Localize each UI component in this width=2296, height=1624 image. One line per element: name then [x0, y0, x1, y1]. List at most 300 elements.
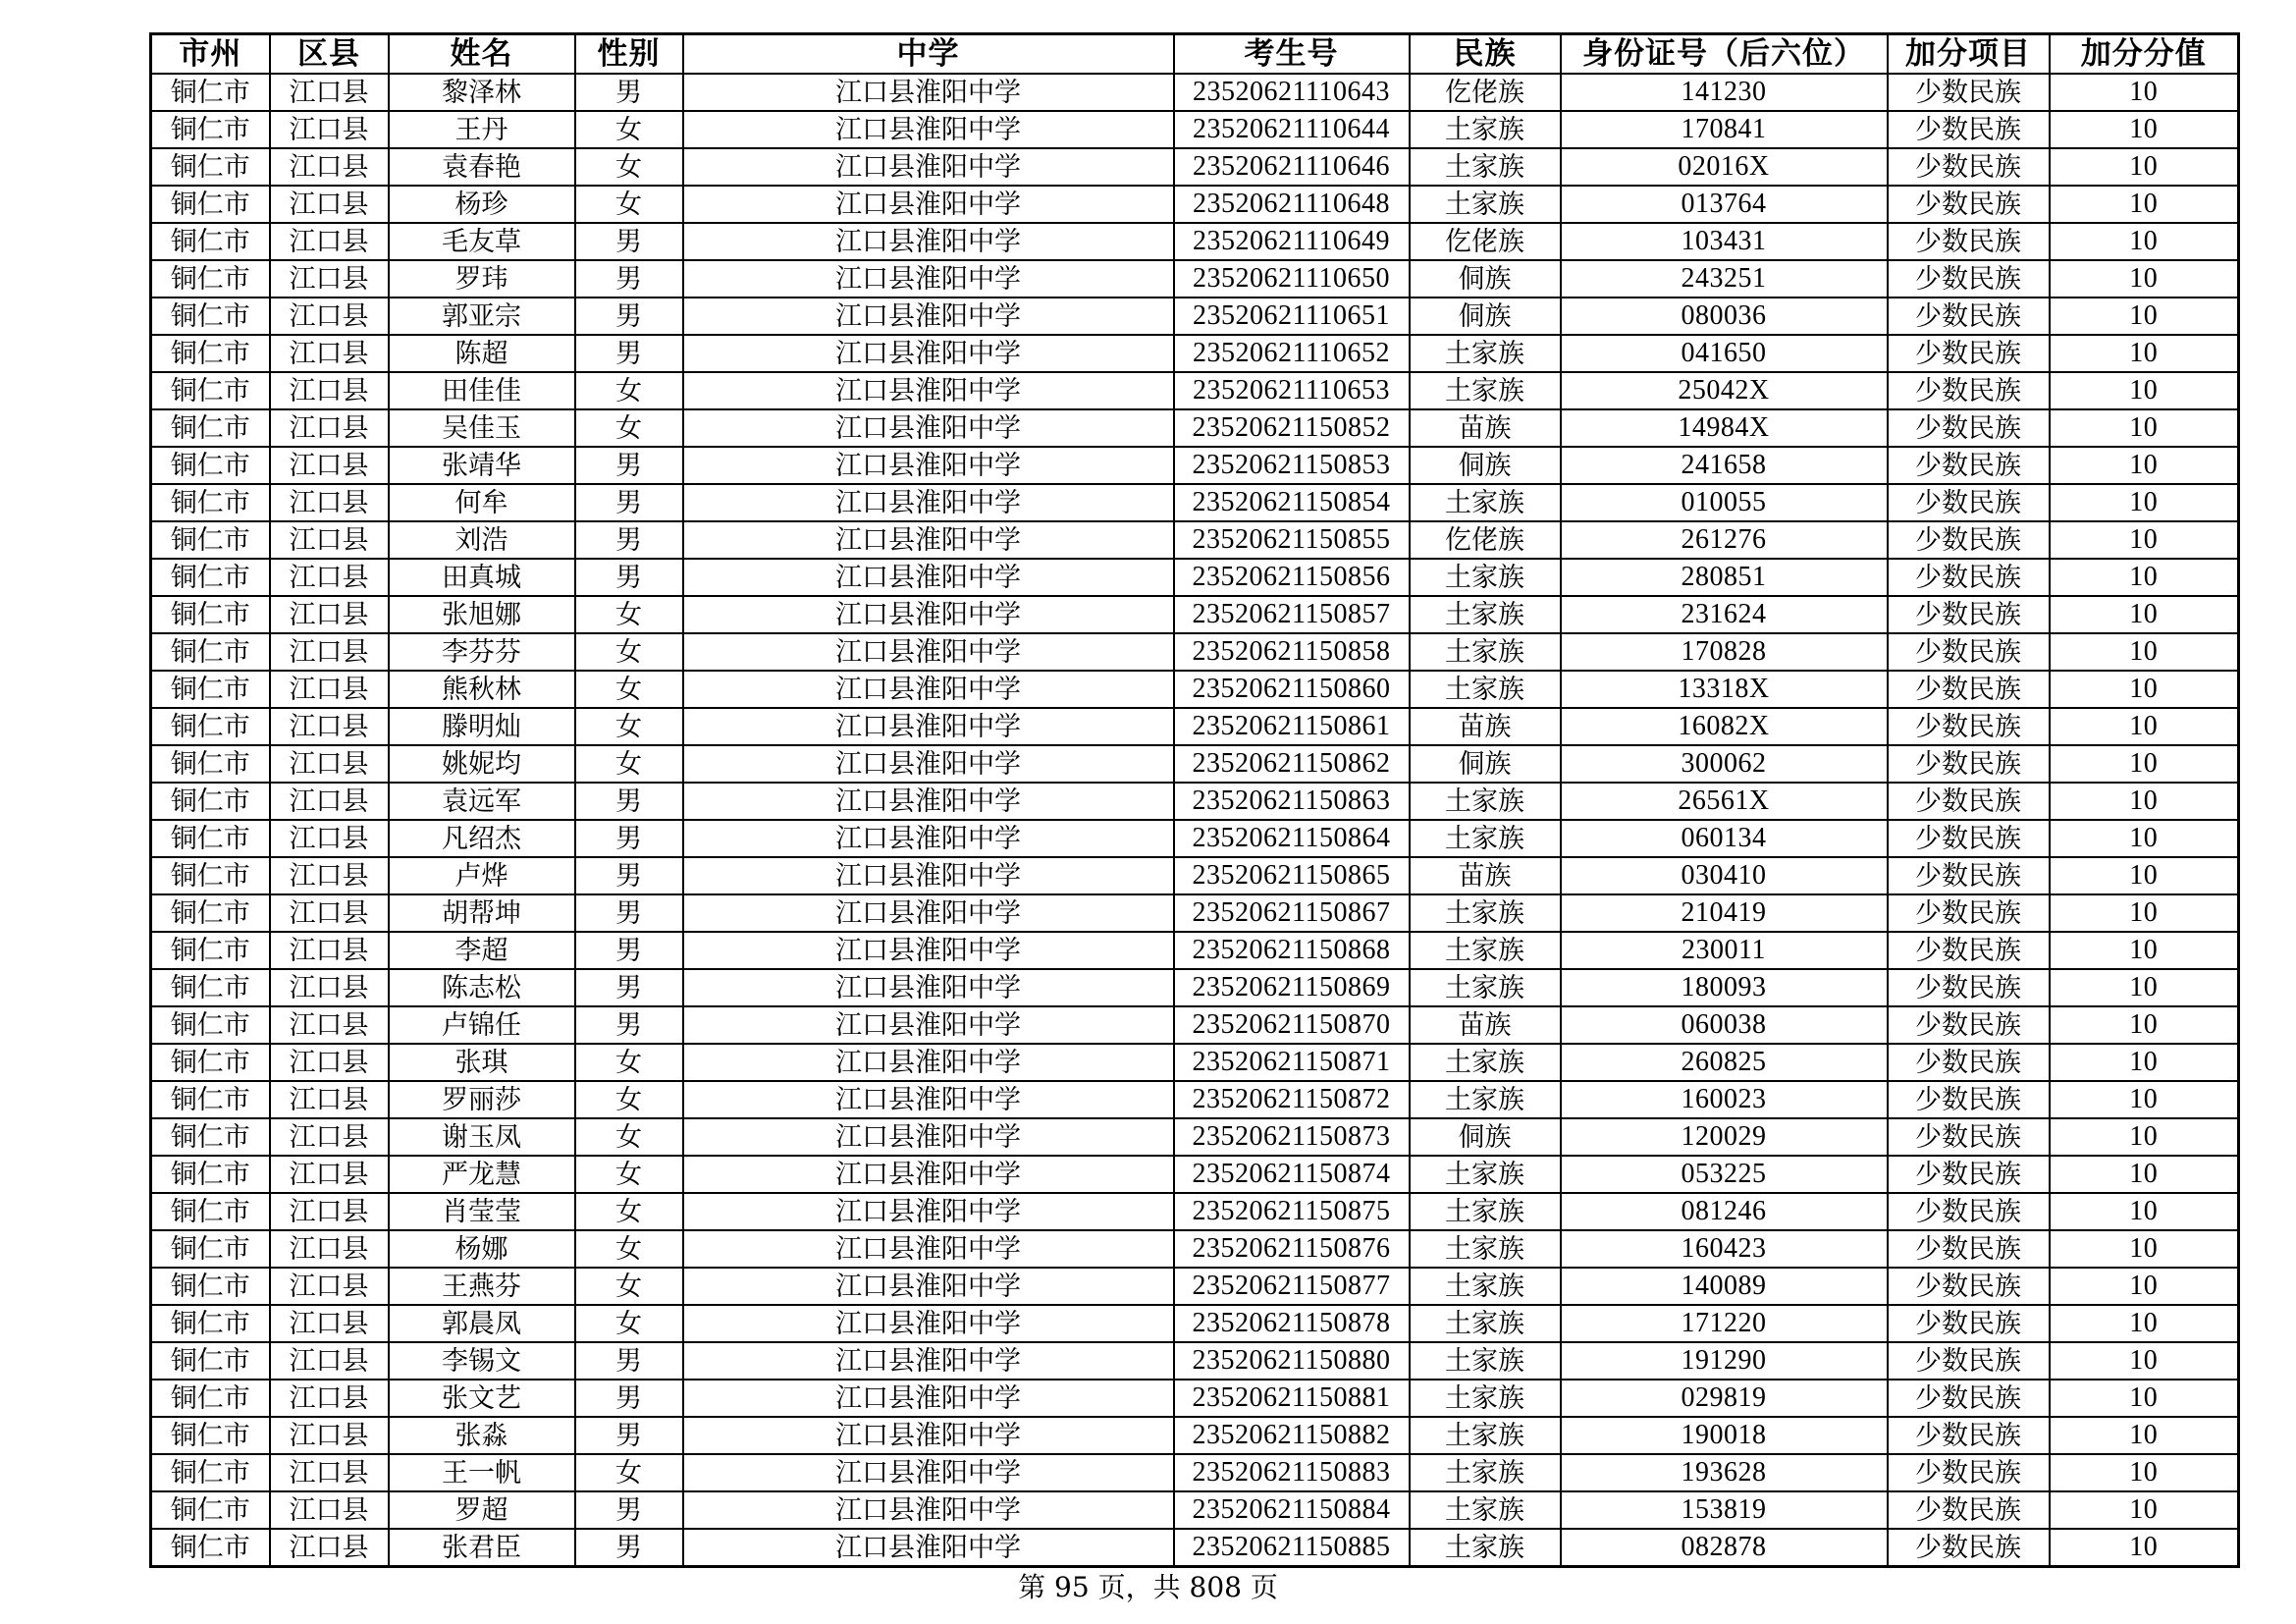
cell-school: 江口县淮阳中学 [683, 596, 1174, 633]
cell-school: 江口县淮阳中学 [683, 671, 1174, 708]
cell-bonus-item: 少数民族 [1888, 372, 2050, 409]
cell-exam-number: 23520621110649 [1174, 223, 1410, 260]
cell-school: 江口县淮阳中学 [683, 1417, 1174, 1454]
cell-gender: 女 [575, 633, 683, 671]
cell-county: 江口县 [270, 783, 389, 820]
cell-county: 江口县 [270, 1118, 389, 1156]
cell-school: 江口县淮阳中学 [683, 1491, 1174, 1529]
cell-gender: 男 [575, 74, 683, 111]
cell-gender: 女 [575, 1268, 683, 1305]
cell-ethnicity: 土家族 [1410, 1417, 1561, 1454]
cell-gender: 男 [575, 521, 683, 559]
cell-exam-number: 23520621150878 [1174, 1305, 1410, 1342]
cell-exam-number: 23520621150856 [1174, 559, 1410, 596]
cell-school: 江口县淮阳中学 [683, 447, 1174, 484]
cell-gender: 女 [575, 148, 683, 186]
table-row [151, 820, 2239, 857]
cell-exam-number: 23520621110644 [1174, 111, 1410, 148]
cell-bonus-value: 10 [2050, 1156, 2239, 1193]
cell-bonus-value: 10 [2050, 260, 2239, 298]
cell-ethnicity: 土家族 [1410, 932, 1561, 969]
cell-county: 江口县 [270, 260, 389, 298]
table-row [151, 1006, 2239, 1044]
cell-city: 铜仁市 [151, 894, 270, 932]
cell-county: 江口县 [270, 1529, 389, 1567]
cell-city: 铜仁市 [151, 148, 270, 186]
cell-exam-number: 23520621150877 [1174, 1268, 1410, 1305]
cell-ethnicity: 土家族 [1410, 1268, 1561, 1305]
cell-bonus-item: 少数民族 [1888, 223, 2050, 260]
cell-id-last6: 300062 [1561, 745, 1888, 783]
cell-bonus-item: 少数民族 [1888, 1380, 2050, 1417]
cell-school: 江口县淮阳中学 [683, 186, 1174, 223]
cell-bonus-value: 10 [2050, 969, 2239, 1006]
cell-bonus-value: 10 [2050, 633, 2239, 671]
cell-school: 江口县淮阳中学 [683, 372, 1174, 409]
footer-prefix: 第 [1018, 1571, 1055, 1603]
table-row [151, 1491, 2239, 1529]
cell-exam-number: 23520621150864 [1174, 820, 1410, 857]
cell-city: 铜仁市 [151, 260, 270, 298]
cell-name: 杨娜 [389, 1230, 575, 1268]
cell-gender: 女 [575, 745, 683, 783]
cell-city: 铜仁市 [151, 447, 270, 484]
cell-id-last6: 170828 [1561, 633, 1888, 671]
cell-bonus-value: 10 [2050, 1006, 2239, 1044]
cell-exam-number: 23520621150869 [1174, 969, 1410, 1006]
cell-ethnicity: 土家族 [1410, 633, 1561, 671]
cell-city: 铜仁市 [151, 1156, 270, 1193]
table-row [151, 1529, 2239, 1567]
table-row [151, 1268, 2239, 1305]
cell-id-last6: 041650 [1561, 335, 1888, 372]
cell-name: 王一帆 [389, 1454, 575, 1491]
cell-bonus-item: 少数民族 [1888, 148, 2050, 186]
cell-city: 铜仁市 [151, 1342, 270, 1380]
cell-bonus-item: 少数民族 [1888, 1268, 2050, 1305]
cell-gender: 男 [575, 447, 683, 484]
cell-bonus-value: 10 [2050, 521, 2239, 559]
cell-school: 江口县淮阳中学 [683, 298, 1174, 335]
cell-id-last6: 26561X [1561, 783, 1888, 820]
cell-exam-number: 23520621110650 [1174, 260, 1410, 298]
cell-county: 江口县 [270, 447, 389, 484]
cell-bonus-item: 少数民族 [1888, 1454, 2050, 1491]
cell-ethnicity: 土家族 [1410, 148, 1561, 186]
cell-bonus-value: 10 [2050, 148, 2239, 186]
cell-name: 田佳佳 [389, 372, 575, 409]
total-page-count: 808 [1189, 1571, 1242, 1603]
cell-county: 江口县 [270, 1081, 389, 1118]
cell-bonus-item: 少数民族 [1888, 1417, 2050, 1454]
cell-city: 铜仁市 [151, 1417, 270, 1454]
cell-bonus-item: 少数民族 [1888, 1305, 2050, 1342]
cell-county: 江口县 [270, 596, 389, 633]
cell-id-last6: 080036 [1561, 298, 1888, 335]
cell-school: 江口县淮阳中学 [683, 1529, 1174, 1567]
cell-gender: 男 [575, 260, 683, 298]
cell-id-last6: 261276 [1561, 521, 1888, 559]
header-county: 区县 [270, 34, 389, 75]
cell-exam-number: 23520621150876 [1174, 1230, 1410, 1268]
table-row [151, 74, 2239, 111]
cell-exam-number: 23520621150881 [1174, 1380, 1410, 1417]
cell-city: 铜仁市 [151, 857, 270, 894]
cell-name: 姚妮均 [389, 745, 575, 783]
cell-city: 铜仁市 [151, 783, 270, 820]
cell-name: 王燕芬 [389, 1268, 575, 1305]
table-row [151, 1081, 2239, 1118]
table-row [151, 148, 2239, 186]
table-body [151, 74, 2239, 1567]
table-row [151, 708, 2239, 745]
cell-gender: 男 [575, 559, 683, 596]
cell-gender: 男 [575, 223, 683, 260]
cell-exam-number: 23520621110648 [1174, 186, 1410, 223]
cell-ethnicity: 苗族 [1410, 1006, 1561, 1044]
cell-id-last6: 230011 [1561, 932, 1888, 969]
cell-school: 江口县淮阳中学 [683, 708, 1174, 745]
cell-ethnicity: 土家族 [1410, 1529, 1561, 1567]
cell-id-last6: 053225 [1561, 1156, 1888, 1193]
cell-name: 胡帮坤 [389, 894, 575, 932]
table-row [151, 335, 2239, 372]
cell-exam-number: 23520621110653 [1174, 372, 1410, 409]
cell-name: 卢锦任 [389, 1006, 575, 1044]
cell-ethnicity: 土家族 [1410, 783, 1561, 820]
cell-bonus-item: 少数民族 [1888, 1118, 2050, 1156]
cell-name: 李芬芬 [389, 633, 575, 671]
cell-ethnicity: 土家族 [1410, 1454, 1561, 1491]
cell-gender: 男 [575, 1491, 683, 1529]
cell-name: 罗超 [389, 1491, 575, 1529]
cell-gender: 女 [575, 409, 683, 447]
cell-ethnicity: 土家族 [1410, 372, 1561, 409]
cell-name: 罗玮 [389, 260, 575, 298]
table-row [151, 745, 2239, 783]
cell-id-last6: 013764 [1561, 186, 1888, 223]
cell-bonus-value: 10 [2050, 596, 2239, 633]
cell-bonus-item: 少数民族 [1888, 932, 2050, 969]
cell-gender: 男 [575, 1417, 683, 1454]
cell-bonus-item: 少数民族 [1888, 260, 2050, 298]
cell-bonus-value: 10 [2050, 1044, 2239, 1081]
cell-bonus-item: 少数民族 [1888, 1081, 2050, 1118]
table-row [151, 1193, 2239, 1230]
table-row [151, 1230, 2239, 1268]
cell-name: 罗丽莎 [389, 1081, 575, 1118]
cell-bonus-item: 少数民族 [1888, 1491, 2050, 1529]
cell-city: 铜仁市 [151, 559, 270, 596]
cell-bonus-item: 少数民族 [1888, 708, 2050, 745]
cell-county: 江口县 [270, 857, 389, 894]
cell-name: 谢玉凤 [389, 1118, 575, 1156]
table-row [151, 447, 2239, 484]
cell-gender: 男 [575, 1342, 683, 1380]
table-row [151, 969, 2239, 1006]
cell-id-last6: 260825 [1561, 1044, 1888, 1081]
cell-gender: 男 [575, 932, 683, 969]
cell-bonus-item: 少数民族 [1888, 1529, 2050, 1567]
cell-bonus-value: 10 [2050, 447, 2239, 484]
cell-exam-number: 23520621110643 [1174, 74, 1410, 111]
cell-bonus-value: 10 [2050, 857, 2239, 894]
cell-exam-number: 23520621150863 [1174, 783, 1410, 820]
cell-bonus-value: 10 [2050, 409, 2239, 447]
cell-gender: 女 [575, 596, 683, 633]
cell-id-last6: 060038 [1561, 1006, 1888, 1044]
cell-ethnicity: 土家族 [1410, 1380, 1561, 1417]
cell-gender: 女 [575, 1118, 683, 1156]
page-footer [0, 1571, 2296, 1603]
cell-gender: 男 [575, 335, 683, 372]
cell-bonus-value: 10 [2050, 74, 2239, 111]
cell-county: 江口县 [270, 521, 389, 559]
cell-ethnicity: 侗族 [1410, 1118, 1561, 1156]
cell-id-last6: 13318X [1561, 671, 1888, 708]
cell-school: 江口县淮阳中学 [683, 148, 1174, 186]
cell-bonus-value: 10 [2050, 372, 2239, 409]
cell-school: 江口县淮阳中学 [683, 969, 1174, 1006]
cell-county: 江口县 [270, 186, 389, 223]
cell-gender: 男 [575, 894, 683, 932]
cell-city: 铜仁市 [151, 1491, 270, 1529]
cell-school: 江口县淮阳中学 [683, 521, 1174, 559]
cell-exam-number: 23520621150882 [1174, 1417, 1410, 1454]
cell-county: 江口县 [270, 1491, 389, 1529]
cell-bonus-value: 10 [2050, 1081, 2239, 1118]
cell-name: 张淼 [389, 1417, 575, 1454]
table-row [151, 223, 2239, 260]
cell-exam-number: 23520621150885 [1174, 1529, 1410, 1567]
cell-exam-number: 23520621150874 [1174, 1156, 1410, 1193]
cell-gender: 女 [575, 671, 683, 708]
table-row [151, 559, 2239, 596]
cell-id-last6: 030410 [1561, 857, 1888, 894]
cell-city: 铜仁市 [151, 335, 270, 372]
cell-name: 袁远军 [389, 783, 575, 820]
cell-bonus-value: 10 [2050, 186, 2239, 223]
table-row [151, 671, 2239, 708]
table-row [151, 596, 2239, 633]
cell-bonus-value: 10 [2050, 932, 2239, 969]
header-exam-number: 考生号 [1174, 34, 1410, 75]
cell-bonus-item: 少数民族 [1888, 1156, 2050, 1193]
cell-bonus-value: 10 [2050, 1454, 2239, 1491]
cell-gender: 男 [575, 1006, 683, 1044]
cell-ethnicity: 土家族 [1410, 335, 1561, 372]
cell-ethnicity: 土家族 [1410, 186, 1561, 223]
cell-id-last6: 160023 [1561, 1081, 1888, 1118]
cell-city: 铜仁市 [151, 484, 270, 521]
cell-id-last6: 14984X [1561, 409, 1888, 447]
cell-county: 江口县 [270, 969, 389, 1006]
cell-county: 江口县 [270, 1193, 389, 1230]
cell-ethnicity: 土家族 [1410, 820, 1561, 857]
cell-exam-number: 23520621150854 [1174, 484, 1410, 521]
header-city: 市州 [151, 34, 270, 75]
cell-exam-number: 23520621150853 [1174, 447, 1410, 484]
cell-gender: 男 [575, 969, 683, 1006]
cell-bonus-item: 少数民族 [1888, 74, 2050, 111]
cell-ethnicity: 土家族 [1410, 969, 1561, 1006]
cell-county: 江口县 [270, 1342, 389, 1380]
cell-gender: 女 [575, 1305, 683, 1342]
cell-id-last6: 153819 [1561, 1491, 1888, 1529]
cell-school: 江口县淮阳中学 [683, 484, 1174, 521]
cell-ethnicity: 土家族 [1410, 1305, 1561, 1342]
cell-ethnicity: 侗族 [1410, 447, 1561, 484]
table-row [151, 1342, 2239, 1380]
cell-school: 江口县淮阳中学 [683, 1230, 1174, 1268]
table-row [151, 1044, 2239, 1081]
cell-city: 铜仁市 [151, 1454, 270, 1491]
cell-school: 江口县淮阳中学 [683, 1081, 1174, 1118]
table-row [151, 298, 2239, 335]
cell-ethnicity: 土家族 [1410, 1044, 1561, 1081]
footer-middle: 页，共 [1089, 1571, 1190, 1603]
cell-bonus-item: 少数民族 [1888, 969, 2050, 1006]
current-page-number: 95 [1054, 1571, 1090, 1603]
cell-id-last6: 190018 [1561, 1417, 1888, 1454]
table-row [151, 1118, 2239, 1156]
cell-name: 吴佳玉 [389, 409, 575, 447]
cell-name: 王丹 [389, 111, 575, 148]
cell-bonus-value: 10 [2050, 894, 2239, 932]
cell-id-last6: 243251 [1561, 260, 1888, 298]
cell-county: 江口县 [270, 1454, 389, 1491]
cell-gender: 男 [575, 857, 683, 894]
cell-bonus-value: 10 [2050, 745, 2239, 783]
cell-county: 江口县 [270, 1230, 389, 1268]
cell-school: 江口县淮阳中学 [683, 1193, 1174, 1230]
cell-bonus-item: 少数民族 [1888, 596, 2050, 633]
cell-ethnicity: 土家族 [1410, 596, 1561, 633]
cell-gender: 女 [575, 1156, 683, 1193]
cell-exam-number: 23520621150870 [1174, 1006, 1410, 1044]
cell-city: 铜仁市 [151, 74, 270, 111]
cell-bonus-value: 10 [2050, 223, 2239, 260]
cell-name: 刘浩 [389, 521, 575, 559]
cell-school: 江口县淮阳中学 [683, 745, 1174, 783]
cell-bonus-item: 少数民族 [1888, 783, 2050, 820]
cell-school: 江口县淮阳中学 [683, 1454, 1174, 1491]
cell-bonus-value: 10 [2050, 335, 2239, 372]
cell-id-last6: 180093 [1561, 969, 1888, 1006]
cell-name: 黎泽林 [389, 74, 575, 111]
cell-county: 江口县 [270, 820, 389, 857]
cell-ethnicity: 侗族 [1410, 298, 1561, 335]
cell-id-last6: 210419 [1561, 894, 1888, 932]
table-row [151, 372, 2239, 409]
cell-bonus-item: 少数民族 [1888, 894, 2050, 932]
cell-city: 铜仁市 [151, 932, 270, 969]
cell-ethnicity: 苗族 [1410, 708, 1561, 745]
cell-bonus-item: 少数民族 [1888, 1342, 2050, 1380]
table-header [151, 34, 2239, 75]
cell-city: 铜仁市 [151, 1380, 270, 1417]
cell-county: 江口县 [270, 1044, 389, 1081]
cell-bonus-value: 10 [2050, 783, 2239, 820]
cell-school: 江口县淮阳中学 [683, 1380, 1174, 1417]
cell-bonus-item: 少数民族 [1888, 447, 2050, 484]
cell-gender: 女 [575, 1230, 683, 1268]
cell-city: 铜仁市 [151, 1193, 270, 1230]
cell-bonus-item: 少数民族 [1888, 484, 2050, 521]
cell-bonus-item: 少数民族 [1888, 857, 2050, 894]
table-row [151, 409, 2239, 447]
cell-city: 铜仁市 [151, 745, 270, 783]
cell-school: 江口县淮阳中学 [683, 1044, 1174, 1081]
header-row [151, 34, 2239, 75]
cell-city: 铜仁市 [151, 1081, 270, 1118]
cell-name: 李锡文 [389, 1342, 575, 1380]
cell-id-last6: 141230 [1561, 74, 1888, 111]
cell-name: 何牟 [389, 484, 575, 521]
cell-ethnicity: 侗族 [1410, 260, 1561, 298]
cell-county: 江口县 [270, 708, 389, 745]
cell-exam-number: 23520621150860 [1174, 671, 1410, 708]
cell-ethnicity: 土家族 [1410, 1193, 1561, 1230]
cell-id-last6: 010055 [1561, 484, 1888, 521]
cell-name: 卢烨 [389, 857, 575, 894]
cell-bonus-value: 10 [2050, 1193, 2239, 1230]
cell-id-last6: 029819 [1561, 1380, 1888, 1417]
cell-bonus-value: 10 [2050, 708, 2239, 745]
cell-exam-number: 23520621110646 [1174, 148, 1410, 186]
cell-city: 铜仁市 [151, 1006, 270, 1044]
cell-name: 张君臣 [389, 1529, 575, 1567]
cell-bonus-value: 10 [2050, 1491, 2239, 1529]
cell-school: 江口县淮阳中学 [683, 783, 1174, 820]
cell-county: 江口县 [270, 372, 389, 409]
table-row [151, 633, 2239, 671]
cell-city: 铜仁市 [151, 671, 270, 708]
cell-gender: 男 [575, 298, 683, 335]
cell-name: 张琪 [389, 1044, 575, 1081]
cell-id-last6: 171220 [1561, 1305, 1888, 1342]
cell-bonus-value: 10 [2050, 111, 2239, 148]
cell-exam-number: 23520621110651 [1174, 298, 1410, 335]
cell-county: 江口县 [270, 1268, 389, 1305]
cell-county: 江口县 [270, 409, 389, 447]
cell-bonus-value: 10 [2050, 1417, 2239, 1454]
cell-school: 江口县淮阳中学 [683, 74, 1174, 111]
cell-school: 江口县淮阳中学 [683, 894, 1174, 932]
cell-bonus-item: 少数民族 [1888, 820, 2050, 857]
cell-ethnicity: 土家族 [1410, 111, 1561, 148]
cell-county: 江口县 [270, 745, 389, 783]
cell-gender: 女 [575, 1081, 683, 1118]
bonus-points-table [149, 32, 2240, 1568]
cell-ethnicity: 仡佬族 [1410, 521, 1561, 559]
cell-ethnicity: 苗族 [1410, 409, 1561, 447]
cell-name: 张靖华 [389, 447, 575, 484]
cell-county: 江口县 [270, 559, 389, 596]
cell-ethnicity: 土家族 [1410, 484, 1561, 521]
cell-county: 江口县 [270, 298, 389, 335]
cell-exam-number: 23520621150857 [1174, 596, 1410, 633]
header-id-last6: 身份证号（后六位） [1561, 34, 1888, 75]
cell-city: 铜仁市 [151, 969, 270, 1006]
header-gender: 性别 [575, 34, 683, 75]
cell-ethnicity: 土家族 [1410, 1156, 1561, 1193]
cell-name: 郭亚宗 [389, 298, 575, 335]
footer-suffix: 页 [1241, 1571, 1278, 1603]
cell-ethnicity: 土家族 [1410, 671, 1561, 708]
cell-bonus-item: 少数民族 [1888, 1044, 2050, 1081]
cell-exam-number: 23520621150884 [1174, 1491, 1410, 1529]
